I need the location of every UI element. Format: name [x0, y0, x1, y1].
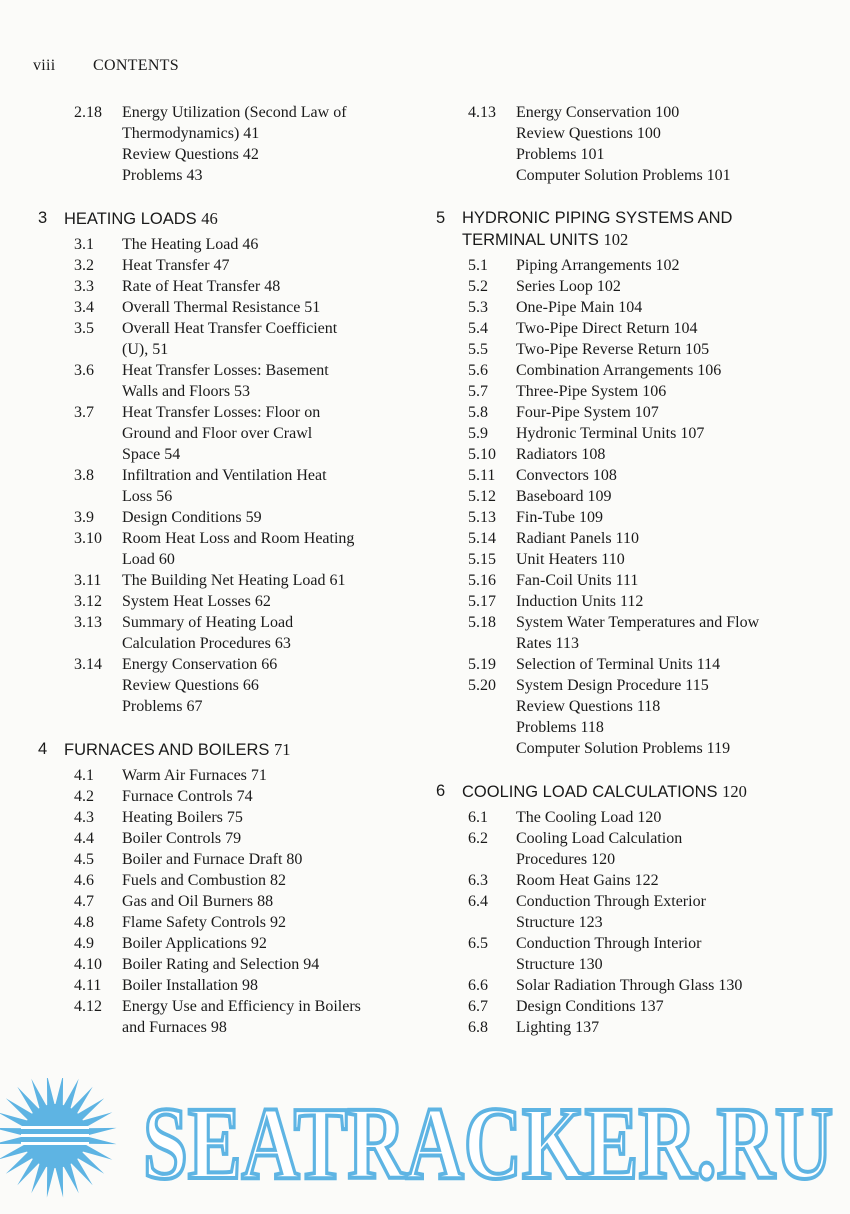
section-title-line: Lighting 137 — [516, 1019, 600, 1036]
section-title-line: Heat Transfer Losses: Basement — [122, 362, 329, 379]
watermark-logo — [0, 1078, 850, 1198]
section-title-line: Problems 101 — [516, 146, 605, 163]
section-title-line: Flame Safety Controls 92 — [122, 914, 286, 931]
section-title-line: Rates 113 — [516, 635, 579, 652]
section-number: 3.7 — [74, 404, 94, 421]
section-number: 6.1 — [468, 809, 488, 826]
page-header — [33, 57, 179, 75]
toc-entry[interactable] — [38, 786, 408, 807]
toc-entry[interactable] — [38, 828, 408, 849]
section-title-line: Combination Arrangements 106 — [516, 362, 722, 379]
section-number: 4.4 — [74, 830, 94, 847]
toc-entry[interactable] — [436, 1017, 826, 1038]
section-number: 6.6 — [468, 977, 488, 994]
toc-entry[interactable] — [38, 144, 408, 165]
section-title-line: Review Questions 66 — [122, 677, 259, 694]
chapter-number: 6 — [436, 782, 446, 800]
section-title-line: Radiant Panels 110 — [516, 530, 639, 547]
toc-entry[interactable] — [38, 318, 408, 360]
toc-entry[interactable] — [38, 276, 408, 297]
section-title-line: Overall Thermal Resistance 51 — [122, 299, 321, 316]
section-title-line: Walls and Floors 53 — [122, 383, 251, 400]
section-number: 5.10 — [468, 446, 496, 463]
section-number: 5.18 — [468, 614, 496, 631]
section-title-line: Procedures 120 — [516, 851, 616, 868]
chapter-title: FURNACES AND BOILERS — [64, 741, 270, 759]
toc-entry[interactable] — [38, 870, 408, 891]
section-number: 5.3 — [468, 299, 488, 316]
section-title-line: Structure 123 — [516, 914, 603, 931]
toc-entry[interactable] — [436, 381, 826, 402]
section-title-line: Computer Solution Problems 101 — [516, 167, 731, 184]
section-number: 4.3 — [74, 809, 94, 826]
section-title-line: Computer Solution Problems 119 — [516, 740, 731, 757]
section-title-line: Piping Arrangements 102 — [516, 257, 680, 274]
section-number: 6.2 — [468, 830, 488, 847]
section-title-line: Solar Radiation Through Glass 130 — [516, 977, 743, 994]
section-title-line: System Heat Losses 62 — [122, 593, 271, 610]
page-number: viii — [33, 57, 56, 74]
section-title-line: Four-Pipe System 107 — [516, 404, 659, 421]
chapter-page: 46 — [201, 209, 218, 228]
toc-entry[interactable] — [436, 717, 826, 738]
toc-entry[interactable] — [436, 696, 826, 717]
toc-entry[interactable] — [38, 654, 408, 675]
section-number: 3.9 — [74, 509, 94, 526]
toc-entry[interactable] — [38, 102, 408, 144]
toc-entry[interactable] — [38, 360, 408, 402]
section-title-line: Energy Utilization (Second Law of — [122, 104, 347, 121]
section-title-line: Baseboard 109 — [516, 488, 612, 505]
section-number: 3.12 — [74, 593, 102, 610]
section-number: 5.7 — [468, 383, 488, 400]
section-title-line: and Furnaces 98 — [122, 1019, 227, 1036]
section-number: 5.17 — [468, 593, 496, 610]
section-title-line: Energy Conservation 100 — [516, 104, 680, 121]
section-title-line: Boiler Applications 92 — [122, 935, 267, 952]
section-title-line: Space 54 — [122, 446, 181, 463]
section-title-line: Review Questions 100 — [516, 125, 661, 142]
section-number: 5.19 — [468, 656, 496, 673]
section-title-line: Three-Pipe System 106 — [516, 383, 667, 400]
toc-entry[interactable] — [38, 849, 408, 870]
section-number: 4.11 — [74, 977, 102, 994]
chapter-heading[interactable] — [38, 208, 408, 230]
toc-entry[interactable] — [436, 339, 826, 360]
section-title-line: Room Heat Gains 122 — [516, 872, 659, 889]
section-title-line: Selection of Terminal Units 114 — [516, 656, 721, 673]
toc-entry[interactable] — [436, 507, 826, 528]
section-title-line: Warm Air Furnaces 71 — [122, 767, 267, 784]
chapter-heading[interactable] — [436, 781, 826, 803]
toc-entry[interactable] — [436, 549, 826, 570]
toc-entry[interactable] — [38, 954, 408, 975]
toc-entry[interactable] — [436, 870, 826, 891]
section-title-line: Loss 56 — [122, 488, 173, 505]
section-title-line: Conduction Through Exterior — [516, 893, 706, 910]
section-number: 3.2 — [74, 257, 94, 274]
section-number: 3.13 — [74, 614, 102, 631]
section-title-line: Design Conditions 59 — [122, 509, 262, 526]
section-title-line: Boiler Controls 79 — [122, 830, 242, 847]
section-title-line: The Building Net Heating Load 61 — [122, 572, 346, 589]
section-gap — [436, 186, 826, 208]
running-title: CONTENTS — [93, 57, 179, 74]
toc-entry[interactable] — [38, 912, 408, 933]
toc-entry[interactable] — [38, 234, 408, 255]
chapter-page: 102 — [603, 230, 629, 249]
sun-stripe — [21, 1142, 89, 1145]
toc-entry[interactable] — [38, 402, 408, 465]
chapter-page: 120 — [722, 782, 747, 801]
chapter-title: HEATING LOADS — [64, 210, 197, 228]
toc-entry[interactable] — [38, 465, 408, 507]
section-title-line: Problems 67 — [122, 698, 203, 715]
chapter-heading[interactable] — [38, 739, 408, 761]
toc-entry[interactable] — [436, 165, 826, 186]
toc-entry[interactable] — [436, 807, 826, 828]
toc-entry[interactable] — [38, 696, 408, 717]
section-number: 6.5 — [468, 935, 488, 952]
section-title-line: Heating Boilers 75 — [122, 809, 243, 826]
section-number: 4.8 — [74, 914, 94, 931]
section-title-line: Design Conditions 137 — [516, 998, 664, 1015]
toc-entry[interactable] — [38, 933, 408, 954]
toc-entry[interactable] — [436, 444, 826, 465]
toc-entry[interactable] — [436, 465, 826, 486]
section-number: 5.13 — [468, 509, 496, 526]
section-title-line: System Design Procedure 115 — [516, 677, 709, 694]
toc-entry[interactable] — [436, 486, 826, 507]
section-number: 3.10 — [74, 530, 102, 547]
toc-entry[interactable] — [436, 297, 826, 318]
section-title-line: Calculation Procedures 63 — [122, 635, 291, 652]
section-number: 3.3 — [74, 278, 94, 295]
section-number: 4.1 — [74, 767, 94, 784]
section-title-line: Overall Heat Transfer Coefficient — [122, 320, 338, 337]
section-number: 3.6 — [74, 362, 94, 379]
section-number: 3.8 — [74, 467, 94, 484]
section-number: 3.11 — [74, 572, 102, 589]
section-title-line: Heat Transfer 47 — [122, 257, 230, 274]
section-number: 6.4 — [468, 893, 488, 910]
section-title-line: The Cooling Load 120 — [516, 809, 662, 826]
section-number: 5.15 — [468, 551, 496, 568]
toc-entry[interactable] — [38, 507, 408, 528]
section-title-line: Energy Conservation 66 — [122, 656, 278, 673]
section-title-line: Room Heat Loss and Room Heating — [122, 530, 355, 547]
section-title-line: Radiators 108 — [516, 446, 606, 463]
chapter-title: COOLING LOAD CALCULATIONS — [462, 783, 718, 801]
section-title-line: Furnace Controls 74 — [122, 788, 253, 805]
toc-entry[interactable] — [436, 123, 826, 144]
section-number: 4.2 — [74, 788, 94, 805]
section-number: 5.14 — [468, 530, 496, 547]
section-title-line: Induction Units 112 — [516, 593, 644, 610]
section-gap — [38, 717, 408, 739]
section-number: 6.7 — [468, 998, 488, 1015]
section-title-line: Two-Pipe Direct Return 104 — [516, 320, 698, 337]
toc-entry[interactable] — [38, 165, 408, 186]
section-number: 5.4 — [468, 320, 488, 337]
section-title-line: Review Questions 42 — [122, 146, 259, 163]
toc-entry[interactable] — [436, 528, 826, 549]
toc-entry[interactable] — [38, 675, 408, 696]
sun-icon — [0, 1078, 117, 1198]
section-number: 3.14 — [74, 656, 102, 673]
section-title-line: Heat Transfer Losses: Floor on — [122, 404, 321, 421]
toc-entry[interactable] — [436, 975, 826, 996]
section-title-line: Conduction Through Interior — [516, 935, 702, 952]
chapter-page: 71 — [273, 740, 291, 759]
section-number: 5.5 — [468, 341, 488, 358]
toc-entry[interactable] — [436, 591, 826, 612]
toc-entry[interactable] — [436, 102, 826, 123]
section-title-line: Two-Pipe Reverse Return 105 — [516, 341, 710, 358]
toc-right-column — [436, 102, 826, 1038]
section-number: 4.10 — [74, 956, 102, 973]
section-number: 4.9 — [74, 935, 94, 952]
section-gap — [436, 759, 826, 781]
toc-entry[interactable] — [436, 276, 826, 297]
toc-entry[interactable] — [436, 318, 826, 339]
toc-entry[interactable] — [38, 891, 408, 912]
section-title-line: Fan-Coil Units 111 — [516, 572, 639, 589]
section-number: 4.12 — [74, 998, 102, 1015]
section-title-line: Fin-Tube 109 — [516, 509, 603, 526]
toc-entry[interactable] — [436, 891, 826, 933]
toc-entry[interactable] — [436, 654, 826, 675]
section-number: 6.3 — [468, 872, 488, 889]
section-title-line: Hydronic Terminal Units 107 — [516, 425, 705, 442]
section-number: 5.12 — [468, 488, 496, 505]
section-number: 6.8 — [468, 1019, 488, 1036]
section-number: 5.20 — [468, 677, 496, 694]
section-number: 5.2 — [468, 278, 488, 295]
toc-entry[interactable] — [436, 423, 826, 444]
watermark-text: SEATRACKER.RU — [143, 1086, 833, 1198]
toc-entry[interactable] — [38, 996, 408, 1038]
toc-left-column — [38, 102, 408, 1038]
section-number: 2.18 — [74, 104, 102, 121]
section-number: 4.13 — [468, 104, 496, 121]
section-title-line: Boiler and Furnace Draft 80 — [122, 851, 303, 868]
chapter-title: HYDRONIC PIPING SYSTEMS AND — [462, 209, 733, 227]
section-title-line: Energy Use and Efficiency in Boilers — [122, 998, 361, 1015]
section-title-line: Rate of Heat Transfer 48 — [122, 278, 281, 295]
section-number: 4.7 — [74, 893, 94, 910]
section-number: 5.9 — [468, 425, 488, 442]
section-number: 4.6 — [74, 872, 94, 889]
section-number: 4.5 — [74, 851, 94, 868]
section-number: 5.6 — [468, 362, 488, 379]
section-title-line: Series Loop 102 — [516, 278, 621, 295]
toc-entry[interactable] — [436, 933, 826, 975]
chapter-number: 4 — [38, 740, 48, 758]
toc-entry[interactable] — [436, 360, 826, 381]
toc-entry[interactable] — [38, 612, 408, 654]
section-title-line: Ground and Floor over Crawl — [122, 425, 313, 442]
toc-entry[interactable] — [38, 255, 408, 276]
toc-entry[interactable] — [436, 402, 826, 423]
section-title-line: Cooling Load Calculation — [516, 830, 683, 847]
section-number: 3.1 — [74, 236, 94, 253]
toc-entry[interactable] — [38, 528, 408, 570]
section-title-line: Unit Heaters 110 — [516, 551, 625, 568]
toc-entry[interactable] — [38, 807, 408, 828]
section-title-line: Boiler Installation 98 — [122, 977, 258, 994]
toc-entry[interactable] — [436, 996, 826, 1017]
toc-entry[interactable] — [436, 738, 826, 759]
toc-entry[interactable] — [436, 255, 826, 276]
section-number: 5.1 — [468, 257, 488, 274]
chapter-title-cont: TERMINAL UNITS — [462, 231, 599, 249]
toc-entry[interactable] — [436, 612, 826, 654]
chapter-number: 5 — [436, 209, 446, 227]
section-number: 5.8 — [468, 404, 488, 421]
toc-entry[interactable] — [38, 975, 408, 996]
section-title-line: Summary of Heating Load — [122, 614, 294, 631]
section-title-line: Fuels and Combustion 82 — [122, 872, 287, 889]
toc-entry[interactable] — [436, 570, 826, 591]
toc-entry[interactable] — [436, 144, 826, 165]
toc-entry[interactable] — [38, 297, 408, 318]
section-title-line: Boiler Rating and Selection 94 — [122, 956, 320, 973]
chapter-number: 3 — [38, 209, 48, 227]
section-title-line: Load 60 — [122, 551, 175, 568]
section-title-line: One-Pipe Main 104 — [516, 299, 643, 316]
chapter-heading[interactable] — [436, 208, 826, 251]
toc-entry[interactable] — [38, 765, 408, 786]
section-number: 3.4 — [74, 299, 94, 316]
section-title-line: Convectors 108 — [516, 467, 617, 484]
section-title-line: Problems 118 — [516, 719, 604, 736]
toc-entry[interactable] — [38, 570, 408, 591]
section-number: 5.11 — [468, 467, 496, 484]
section-title-line: Problems 43 — [122, 167, 203, 184]
sun-stripe — [21, 1126, 89, 1129]
section-title-line: Structure 130 — [516, 956, 603, 973]
section-number: 5.16 — [468, 572, 496, 589]
toc-entry[interactable] — [436, 675, 826, 696]
section-number: 3.5 — [74, 320, 94, 337]
section-title-line: The Heating Load 46 — [122, 236, 259, 253]
section-title-line: (U), 51 — [122, 341, 169, 358]
section-title-line: Gas and Oil Burners 88 — [122, 893, 274, 910]
section-title-line: Infiltration and Ventilation Heat — [122, 467, 327, 484]
sun-stripe — [21, 1134, 89, 1137]
toc-entry[interactable] — [38, 591, 408, 612]
section-title-line: System Water Temperatures and Flow — [516, 614, 760, 631]
toc-entry[interactable] — [436, 828, 826, 870]
section-title-line: Thermodynamics) 41 — [122, 125, 260, 142]
section-title-line: Review Questions 118 — [516, 698, 661, 715]
section-gap — [38, 186, 408, 208]
